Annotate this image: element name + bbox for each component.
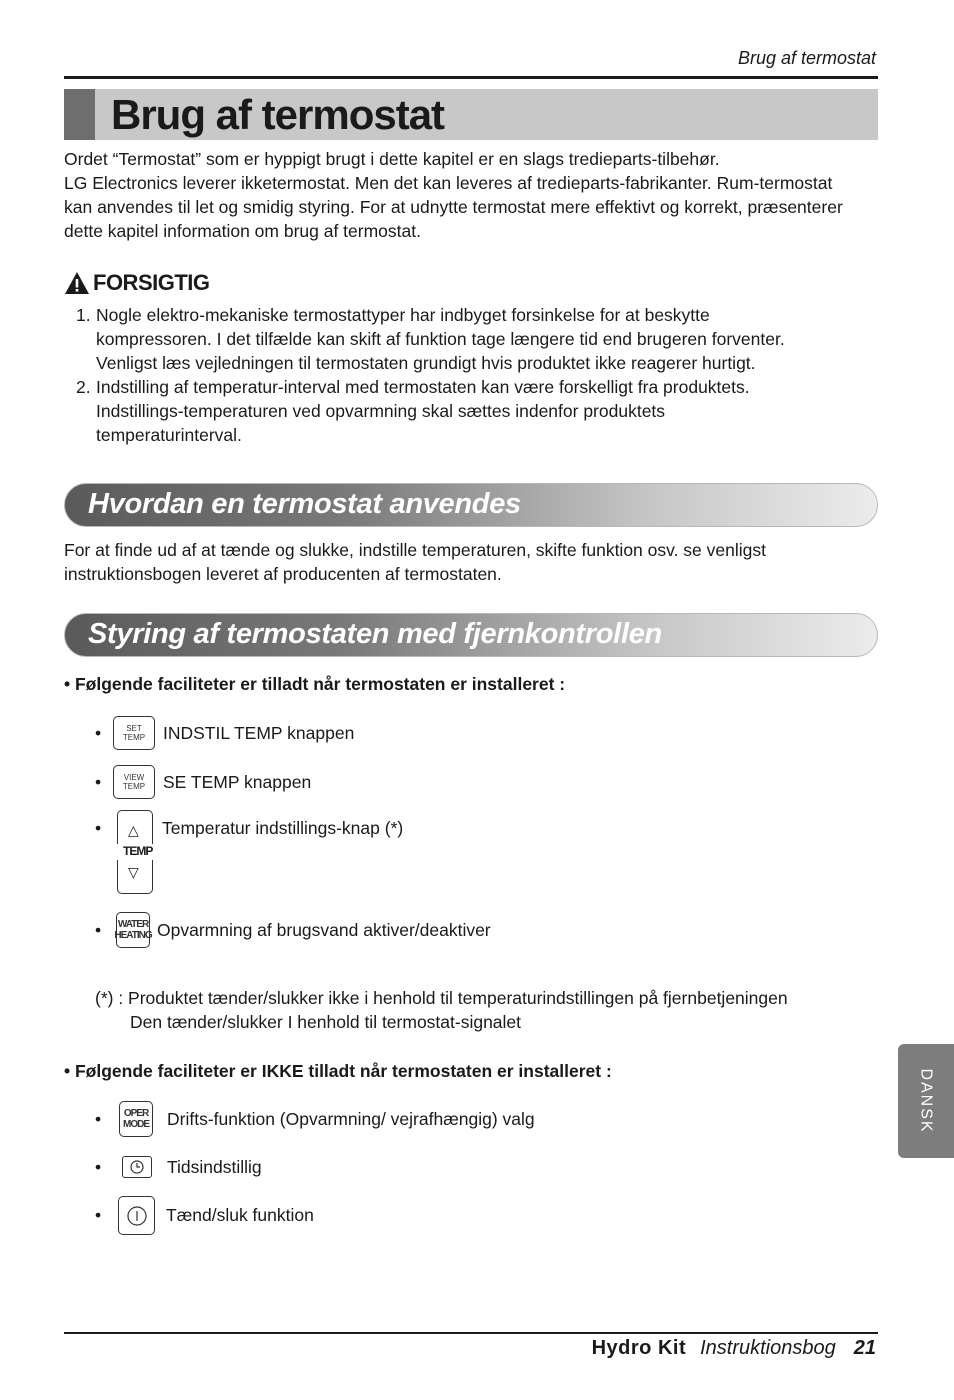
caution-item-line: Indstilling af temperatur-interval med termostaten kan være forskelligt fra produktets. — [96, 377, 750, 397]
language-tab-label-wrap — [898, 1044, 954, 1158]
caution-heading — [64, 270, 210, 296]
bullet: • — [95, 1156, 102, 1177]
intro-line: dette kapitel information om brug af termostat. — [64, 221, 421, 241]
language-tab-label: DANSK — [918, 1068, 935, 1134]
caution-item-line: kompressoren. I det tilfælde kan skift af funktion tage længere tid end brugeren forventer. — [96, 329, 785, 349]
intro-line: Ordet “Termostat” som er hyppigt brugt i dette kapitel er en slags tredieparts-tilbehør. — [64, 149, 720, 169]
caution-item-line: Venligst læs vejledningen til termostaten grundigt hvis produktet ikke reagerer hurtigt. — [96, 353, 756, 373]
button-icon-text: OPER — [123, 1108, 149, 1119]
button-icon-text: TEMP — [122, 782, 146, 791]
water-heating-button-icon — [116, 912, 150, 948]
caution-item-line: Nogle elektro-mekaniske termostattyper har indbyget forsinkelse for at beskytte — [96, 305, 710, 325]
set-temp-button-icon — [113, 716, 155, 750]
section-heading-how-to-use: Hvordan en termostat anvendes — [88, 488, 521, 520]
bullet: • — [95, 722, 102, 743]
section1-line: instruktionsbogen leveret af producenten af termostaten. — [64, 564, 502, 584]
caution-item-line: Indstillings-temperaturen ved opvarmning skal sættes indenfor produktets — [96, 401, 666, 421]
triangle-down-icon: ▽ — [128, 864, 139, 880]
footer-doc-title: Instruktionsbog — [700, 1337, 836, 1359]
not-allowed-item — [95, 1156, 262, 1178]
button-icon-text: MODE — [123, 1119, 149, 1130]
allowed-heading: • Følgende faciliteter er tilladt når termostaten er installeret : — [64, 674, 566, 694]
button-icon-text: VIEW — [123, 773, 145, 782]
not-allowed-item-label: Drifts-funktion (Opvarmning/ vejrafhængig) valg — [167, 1108, 535, 1129]
caution-item-number: 1. — [76, 305, 91, 325]
allowed-item — [95, 765, 311, 799]
title-accent-block — [64, 89, 95, 140]
caution-list — [76, 303, 856, 447]
power-icon — [118, 1196, 155, 1235]
triangle-up-icon: △ — [128, 822, 139, 838]
caution-item — [76, 375, 856, 447]
intro-line: kan anvendes til let og smidig styring. For at udnytte termostat mere effektivt og korrekt, præsenterer — [64, 197, 843, 217]
footnote-line: (*) : Produktet tænder/slukker ikke i henhold til temperaturindstillingen på fjernbetjeningen — [95, 988, 788, 1008]
caution-label: FORSIGTIG — [93, 270, 210, 295]
allowed-item — [95, 716, 354, 750]
warning-icon — [64, 271, 90, 295]
button-icon-text: SET — [126, 724, 142, 733]
oper-mode-button-icon — [119, 1101, 153, 1137]
view-temp-button-icon — [113, 765, 155, 799]
bullet: • — [95, 919, 102, 940]
footer — [592, 1337, 876, 1360]
not-allowed-heading: • Følgende faciliteter er IKKE tilladt når termostaten er installeret : — [64, 1061, 612, 1081]
allowed-item — [95, 912, 491, 948]
page-title: Brug af termostat — [111, 91, 445, 138]
section-heading-remote-control: Styring af termostaten med fjernkontrollen — [88, 618, 662, 650]
button-icon-text: TEMP — [122, 733, 146, 742]
button-icon-text: HEATING — [114, 930, 152, 941]
section1-paragraph — [64, 538, 879, 586]
footnote — [95, 986, 788, 1034]
caution-item — [76, 303, 856, 375]
allowed-item-label: SE TEMP knappen — [163, 771, 312, 792]
allowed-item-label: Opvarmning af brugsvand aktiver/deaktiver — [157, 919, 491, 940]
not-allowed-item-label: Tænd/sluk funktion — [166, 1205, 314, 1225]
not-allowed-item — [95, 1101, 535, 1137]
caution-item-number: 2. — [76, 377, 91, 397]
footer-rule — [64, 1332, 878, 1334]
page-number: 21 — [853, 1337, 876, 1359]
bullet: • — [95, 771, 102, 792]
not-allowed-item-label: Tidsindstillig — [167, 1156, 262, 1177]
intro-line: LG Electronics leverer ikketermostat. Men det kan leveres af tredieparts-fabrikanter. Rum-termostat — [64, 173, 833, 193]
bullet: • — [95, 1205, 102, 1225]
not-allowed-item — [95, 1196, 314, 1235]
allowed-item-label: INDSTIL TEMP knappen — [163, 722, 355, 743]
bullet: • — [95, 818, 102, 838]
caution-item-line: temperaturinterval. — [96, 425, 242, 445]
footnote-line: Den tænder/slukker I henhold til termostat-signalet — [130, 1012, 522, 1032]
section1-line: For at finde ud af at tænde og slukke, indstille temperaturen, skifte funktion osv. se venligst — [64, 540, 766, 560]
button-icon-text: WATER — [117, 919, 149, 930]
header-rule — [64, 76, 878, 79]
temp-label: TEMP — [123, 844, 153, 858]
temp-updown-button-icon — [117, 810, 153, 894]
footer-brand: Hydro Kit — [591, 1337, 687, 1359]
bullet: • — [95, 1108, 102, 1129]
allowed-item-label: Temperatur indstillings-knap (*) — [162, 818, 404, 838]
clock-icon — [122, 1156, 152, 1178]
running-header: Brug af termostat — [737, 48, 876, 68]
intro-paragraph — [64, 147, 879, 243]
